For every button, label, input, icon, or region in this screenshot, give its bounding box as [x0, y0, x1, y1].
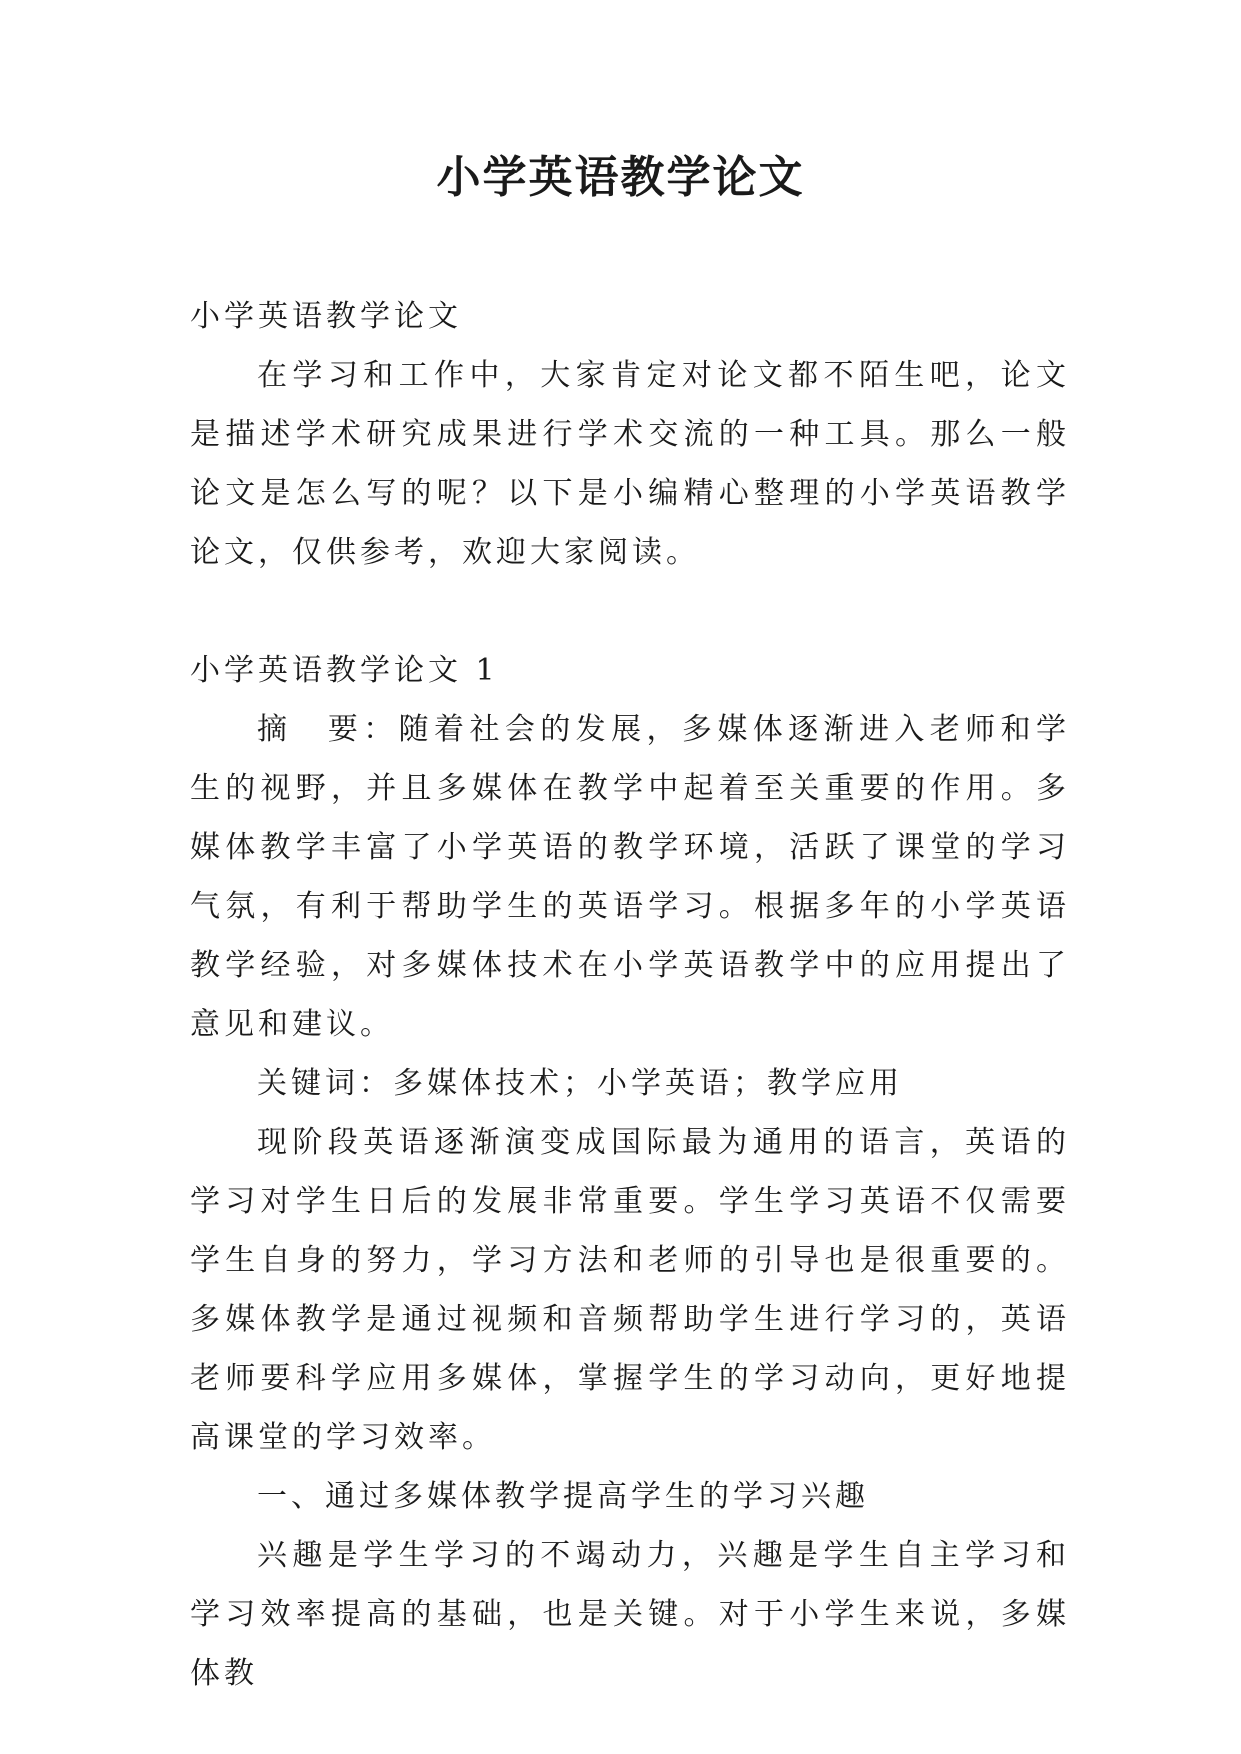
document-title: 小学英语教学论文	[436, 152, 805, 203]
subsection-heading: 一、通过多媒体教学提高学生的学习兴趣	[257, 1479, 869, 1514]
abstract-paragraph: 摘 要：随着社会的发展，多媒体逐渐进入老师和学生的视野，并且多媒体在教学中起着至关重要的作用。多媒体教学丰富了小学英语的教学环境，活跃了课堂的学习气氛，有利于帮助学生的英语学习。根据多年的小学英语教学经验，对多媒体技术在小学英语教学中的应用提出了意见和建议。	[190, 712, 1070, 1042]
keywords-line: 关键词：多媒体技术；小学英语；教学应用	[257, 1066, 903, 1101]
document-body	[190, 287, 1070, 1703]
body-paragraph: 现阶段英语逐渐演变成国际最为通用的语言，英语的学习对学生日后的发展非常重要。学生学习英语不仅需要学生自身的努力，学习方法和老师的引导也是很重要的。多媒体教学是通过视频和音频帮助学生进行学习的，英语老师要科学应用多媒体，掌握学生的学习动向，更好地提高课堂的学习效率。	[190, 1125, 1070, 1455]
document-subtitle: 小学英语教学论文	[190, 299, 462, 334]
body-paragraph: 兴趣是学生学习的不竭动力，兴趣是学生自主学习和学习效率提高的基础，也是关键。对于小学生来说，多媒体教	[190, 1538, 1070, 1691]
intro-paragraph: 在学习和工作中，大家肯定对论文都不陌生吧，论文是描述学术研究成果进行学术交流的一种工具。那么一般论文是怎么写的呢？以下是小编精心整理的小学英语教学论文，仅供参考，欢迎大家阅读。	[190, 358, 1070, 570]
section-heading: 小学英语教学论文 1	[190, 653, 499, 688]
paragraph-gap	[190, 582, 1070, 641]
